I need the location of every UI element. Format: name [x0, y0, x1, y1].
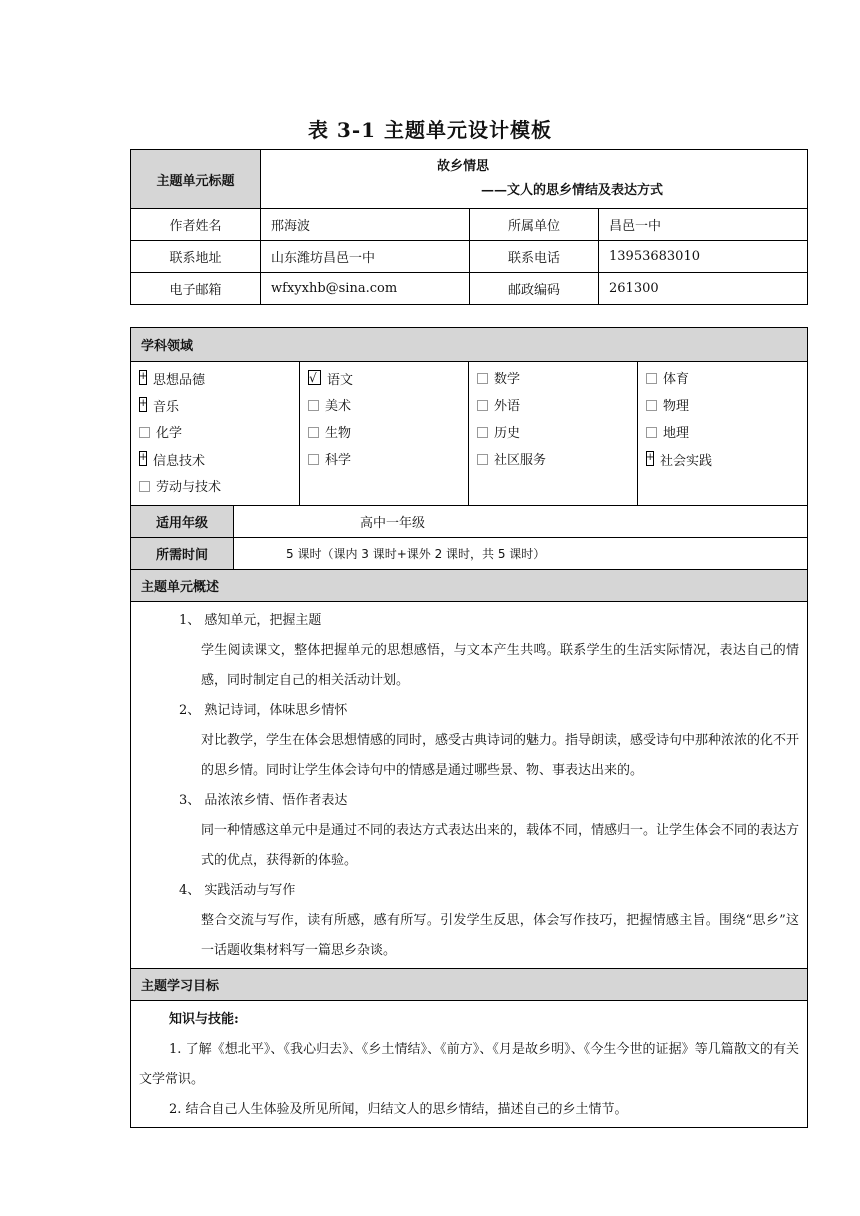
- checkbox-icon[interactable]: [139, 451, 147, 466]
- overview-item-body: 同一种情感这单元中是通过不同的表达方式表达出来的，载体不同，情感归一。让学生体会不同的表达方式的优点，获得新的体验。: [201, 823, 800, 868]
- subject-label: 化学: [156, 426, 183, 441]
- checkbox-icon[interactable]: [308, 454, 319, 465]
- checkbox-icon[interactable]: [139, 427, 150, 438]
- subject-label: 语文: [327, 373, 354, 388]
- subject-option[interactable]: [477, 397, 629, 424]
- subject-option[interactable]: [646, 397, 799, 424]
- email-label: 电子邮箱: [131, 273, 261, 305]
- email-value: wfxyxhb@sina.com: [261, 273, 470, 305]
- subject-label: 地理: [663, 426, 690, 441]
- org-value: 昌邑一中: [599, 209, 808, 241]
- checkbox-icon[interactable]: [308, 400, 319, 411]
- subject-option[interactable]: [646, 451, 799, 478]
- grade-value: 高中一年级: [234, 506, 808, 538]
- time-label: 所需时间: [131, 538, 234, 570]
- subject-label: 社会实践: [660, 454, 713, 469]
- checkbox-icon[interactable]: [477, 427, 488, 438]
- subject-option[interactable]: [646, 424, 799, 451]
- phone-label: 联系电话: [470, 241, 599, 273]
- author-label: 作者姓名: [131, 209, 261, 241]
- checkbox-icon[interactable]: [646, 451, 654, 466]
- main-table: [130, 327, 808, 1128]
- overview-item-heading: 1、 感知单元，把握主题: [179, 613, 322, 628]
- checkbox-icon[interactable]: [308, 370, 321, 385]
- zip-label: 邮政编码: [470, 273, 599, 305]
- checkbox-icon[interactable]: [646, 373, 657, 384]
- subject-option[interactable]: [308, 424, 460, 451]
- overview-item-body: 整合交流与写作，读有所感，感有所写。引发学生反思，体会写作技巧，把握情感主旨。围绕“思乡”这一话题收集材料写一篇思乡杂谈。: [201, 913, 800, 958]
- subject-option[interactable]: [308, 370, 460, 397]
- org-label: 所属单位: [470, 209, 599, 241]
- unit-title-cell: [261, 150, 808, 209]
- checkbox-icon[interactable]: [139, 397, 147, 412]
- address-label: 联系地址: [131, 241, 261, 273]
- subject-option[interactable]: [646, 370, 799, 397]
- overview-item-heading: 2、 熟记诗词，体味思乡情怀: [179, 703, 348, 718]
- unit-title-label: 主题单元标题: [131, 150, 261, 209]
- goal-item: 2. 结合自己人生体验及所见所闻，归结文人的思乡情结，描述自己的乡土情节。: [169, 1102, 628, 1117]
- subject-label: 思想品德: [153, 373, 206, 388]
- checkbox-icon[interactable]: [477, 373, 488, 384]
- subject-option[interactable]: [139, 478, 291, 505]
- subject-label: 音乐: [153, 400, 180, 415]
- subject-option[interactable]: [139, 424, 291, 451]
- goals-subheading: 知识与技能:: [169, 1012, 239, 1027]
- checkbox-icon[interactable]: [139, 481, 150, 492]
- subject-col-1: [131, 362, 300, 506]
- unit-title-line2: ——文人的思乡情结及表达方式: [481, 183, 664, 198]
- page-title: 表 3-1 主题单元设计模板: [307, 118, 553, 142]
- unit-title-line1: 故乡情思: [437, 159, 490, 174]
- phone-value: 13953683010: [599, 241, 808, 273]
- subject-option[interactable]: [139, 370, 291, 397]
- checkbox-icon[interactable]: [477, 400, 488, 411]
- overview-content: [131, 602, 808, 969]
- overview-item-body: 对比教学，学生在体会思想情感的同时，感受古典诗词的魅力。指导朗读，感受诗句中那种浓浓的化不开的思乡情。同时让学生体会诗句中的情感是通过哪些景、物、事表达出来的。: [201, 733, 800, 778]
- subject-option[interactable]: [139, 451, 291, 478]
- subject-option[interactable]: [477, 370, 629, 397]
- overview-item-heading: 4、 实践活动与写作: [179, 883, 296, 898]
- subject-label: 劳动与技术: [156, 480, 222, 495]
- subjects-label: 学科领域: [131, 328, 808, 362]
- subject-label: 数学: [494, 372, 521, 387]
- info-table: [130, 149, 808, 305]
- overview-label: 主题单元概述: [131, 570, 808, 602]
- subject-label: 信息技术: [153, 454, 206, 469]
- subject-label: 生物: [325, 426, 352, 441]
- checkbox-icon[interactable]: [139, 370, 147, 385]
- subject-option[interactable]: [308, 397, 460, 424]
- subject-option[interactable]: [477, 451, 629, 478]
- subject-label: 外语: [494, 399, 521, 414]
- goals-label: 主题学习目标: [131, 969, 808, 1001]
- subject-label: 历史: [494, 426, 521, 441]
- author-value: 邢海波: [261, 209, 470, 241]
- subject-col-4: [638, 362, 808, 506]
- goal-item: 1. 了解《想北平》、《我心归去》、《乡土情结》、《前方》、《月是故乡明》、《今生今世的证据》等几篇散文的有关文学常识。: [139, 1042, 800, 1087]
- subject-option[interactable]: [139, 397, 291, 424]
- checkbox-icon[interactable]: [477, 454, 488, 465]
- subject-option[interactable]: [477, 424, 629, 451]
- subject-col-2: [300, 362, 469, 506]
- subject-label: 体育: [663, 372, 690, 387]
- time-value: 5 课时（课内 3 课时+课外 2 课时，共 5 课时）: [234, 538, 808, 570]
- overview-item-body: 学生阅读课文，整体把握单元的思想感悟，与文本产生共鸣。联系学生的生活实际情况，表达自己的情感，同时制定自己的相关活动计划。: [201, 643, 800, 688]
- subject-label: 科学: [325, 453, 352, 468]
- goals-content: [131, 1001, 808, 1128]
- checkbox-icon[interactable]: [308, 427, 319, 438]
- subject-col-3: [469, 362, 638, 506]
- subject-label: 物理: [663, 399, 690, 414]
- subject-option[interactable]: [308, 451, 460, 478]
- zip-value: 261300: [599, 273, 808, 305]
- subject-label: 社区服务: [494, 453, 547, 468]
- checkbox-icon[interactable]: [646, 427, 657, 438]
- grade-label: 适用年级: [131, 506, 234, 538]
- subject-label: 美术: [325, 399, 352, 414]
- checkbox-icon[interactable]: [646, 400, 657, 411]
- overview-item-heading: 3、 品浓浓乡情、悟作者表达: [179, 793, 348, 808]
- address-value: 山东潍坊昌邑一中: [261, 241, 470, 273]
